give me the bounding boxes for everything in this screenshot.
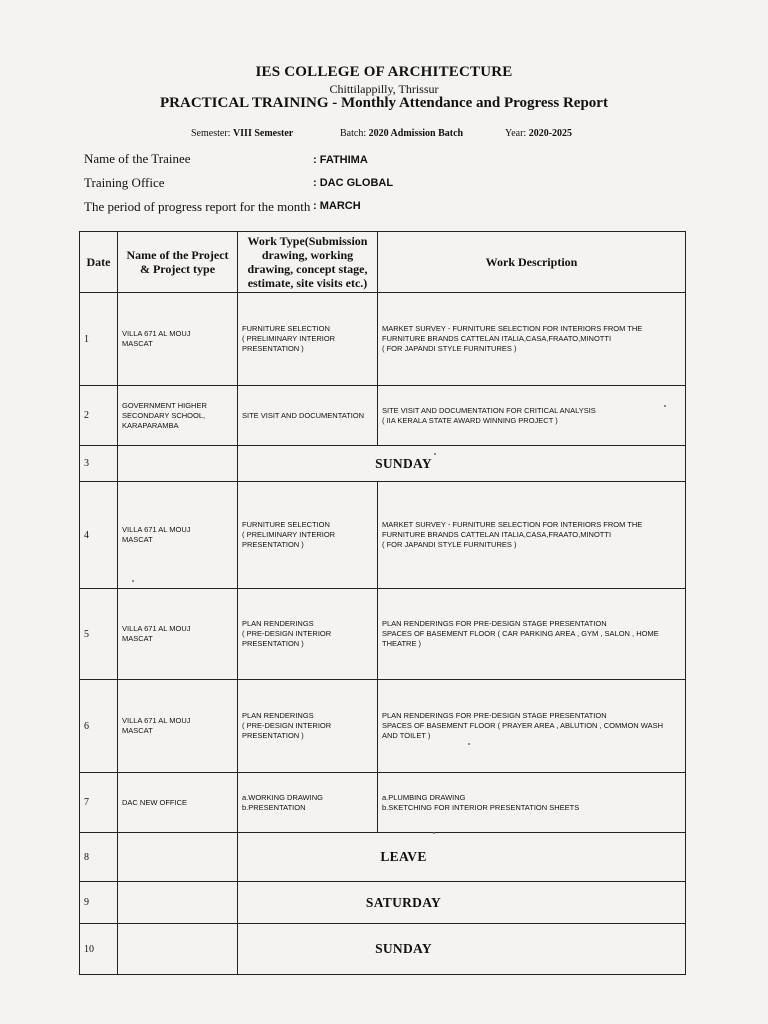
attendance-table bbox=[79, 231, 686, 975]
row-project: VILLA 671 AL MOUJ MASCAT bbox=[118, 482, 238, 589]
row-work-type: FURNITURE SELECTION ( PRELIMINARY INTERIOR PRESENTATION ) bbox=[238, 482, 378, 589]
row-project-empty bbox=[118, 882, 238, 924]
table-row bbox=[80, 386, 686, 446]
row-date: 1 bbox=[80, 293, 118, 386]
table-row bbox=[80, 882, 686, 924]
table-row bbox=[80, 482, 686, 589]
row-project-empty bbox=[118, 446, 238, 482]
table-row bbox=[80, 924, 686, 975]
trainee-value: : FATHIMA bbox=[313, 154, 368, 166]
report-title-bold: PRACTICAL TRAINING bbox=[160, 95, 329, 111]
year-label: Year: bbox=[505, 128, 529, 139]
semester-value: VIII Semester bbox=[232, 128, 294, 139]
row-work-description: SITE VISIT AND DOCUMENTATION FOR CRITICAL ANALYSIS ( IIA KERALA STATE AWARD WINNING PROJECT ) bbox=[378, 386, 686, 446]
office-value: : DAC GLOBAL bbox=[313, 177, 394, 189]
batch-value: 2020 Admission Batch bbox=[368, 128, 464, 139]
row-work-type: PLAN RENDERINGS ( PRE-DESIGN INTERIOR PRESENTATION ) bbox=[238, 589, 378, 680]
row-date: 9 bbox=[80, 882, 118, 924]
header-work-description: Work Description bbox=[378, 232, 686, 293]
semester-label: Semester: bbox=[191, 128, 233, 139]
scan-speck bbox=[664, 405, 666, 407]
row-date: 4 bbox=[80, 482, 118, 589]
row-day-label: LEAVE bbox=[238, 833, 686, 882]
row-work-type: a.WORKING DRAWING b.PRESENTATION bbox=[238, 773, 378, 833]
row-work-description: a.PLUMBING DRAWING b.SKETCHING FOR INTERIOR PRESENTATION SHEETS bbox=[378, 773, 686, 833]
table-row bbox=[80, 293, 686, 386]
row-project-empty bbox=[118, 924, 238, 975]
row-work-type: SITE VISIT AND DOCUMENTATION bbox=[238, 386, 378, 446]
row-work-description: MARKET SURVEY - FURNITURE SELECTION FOR INTERIORS FROM THE FURNITURE BRANDS CATTELAN ITALIA,CASA,FRAATO,MINOTTI ( FOR JAPANDI STYLE FURNITURES ) bbox=[378, 482, 686, 589]
row-date: 5 bbox=[80, 589, 118, 680]
table-row bbox=[80, 680, 686, 773]
period-label: The period of progress report for the month bbox=[84, 199, 311, 214]
row-date: 2 bbox=[80, 386, 118, 446]
row-project: VILLA 671 AL MOUJ MASCAT bbox=[118, 293, 238, 386]
row-project: VILLA 671 AL MOUJ MASCAT bbox=[118, 589, 238, 680]
row-date: 3 bbox=[80, 446, 118, 482]
row-project: DAC NEW OFFICE bbox=[118, 773, 238, 833]
batch-info bbox=[340, 128, 463, 139]
row-day-label: SUNDAY bbox=[238, 924, 686, 975]
row-work-description: PLAN RENDERINGS FOR PRE-DESIGN STAGE PRESENTATION SPACES OF BASEMENT FLOOR ( CAR PARKING AREA , GYM , SALON , HOME THEATRE ) bbox=[378, 589, 686, 680]
row-work-type: FURNITURE SELECTION ( PRELIMINARY INTERIOR PRESENTATION ) bbox=[238, 293, 378, 386]
report-title-rest: - Monthly Attendance and Progress Report bbox=[328, 95, 608, 111]
header-project: Name of the Project & Project type bbox=[118, 232, 238, 293]
trainee-label: Name of the Trainee bbox=[84, 151, 191, 166]
row-date: 10 bbox=[80, 924, 118, 975]
table-row bbox=[80, 589, 686, 680]
year-value: 2020-2025 bbox=[528, 128, 573, 139]
scan-speck bbox=[468, 743, 470, 745]
row-day-label: SUNDAY bbox=[238, 446, 686, 482]
header-date: Date bbox=[80, 232, 118, 293]
semester-info bbox=[191, 128, 293, 139]
college-name: IES COLLEGE OF ARCHITECTURE bbox=[255, 64, 513, 80]
table-row bbox=[80, 833, 686, 882]
row-work-type: PLAN RENDERINGS ( PRE-DESIGN INTERIOR PRESENTATION ) bbox=[238, 680, 378, 773]
scan-speck bbox=[132, 580, 134, 582]
row-work-description: MARKET SURVEY - FURNITURE SELECTION FOR INTERIORS FROM THE FURNITURE BRANDS CATTELAN ITALIA,CASA,FRAATO,MINOTTI ( FOR JAPANDI STYLE FURNITURES ) bbox=[378, 293, 686, 386]
row-work-description: PLAN RENDERINGS FOR PRE-DESIGN STAGE PRESENTATION SPACES OF BASEMENT FLOOR ( PRAYER AREA , ABLUTION , COMMON WASH AND TOILET ) bbox=[378, 680, 686, 773]
report-title bbox=[0, 95, 768, 112]
table-row bbox=[80, 773, 686, 833]
batch-label: Batch: bbox=[340, 128, 369, 139]
period-value: : MARCH bbox=[313, 200, 361, 212]
row-date: 6 bbox=[80, 680, 118, 773]
row-date: 7 bbox=[80, 773, 118, 833]
row-day-label: SATURDAY bbox=[238, 882, 686, 924]
scan-speck bbox=[433, 832, 435, 834]
college-location: Chittilappilly, Thrissur bbox=[329, 82, 439, 96]
year-info bbox=[505, 128, 572, 139]
row-project: GOVERNMENT HIGHER SECONDARY SCHOOL, KARAPARAMBA bbox=[118, 386, 238, 446]
office-label: Training Office bbox=[84, 175, 165, 190]
table-header-row bbox=[80, 232, 686, 293]
row-project-empty bbox=[118, 833, 238, 882]
row-project: VILLA 671 AL MOUJ MASCAT bbox=[118, 680, 238, 773]
header-work-type: Work Type(Submission drawing, working drawing, concept stage, estimate, site visits etc.) bbox=[238, 232, 378, 293]
row-date: 8 bbox=[80, 833, 118, 882]
scan-speck bbox=[434, 453, 436, 455]
table-row bbox=[80, 446, 686, 482]
